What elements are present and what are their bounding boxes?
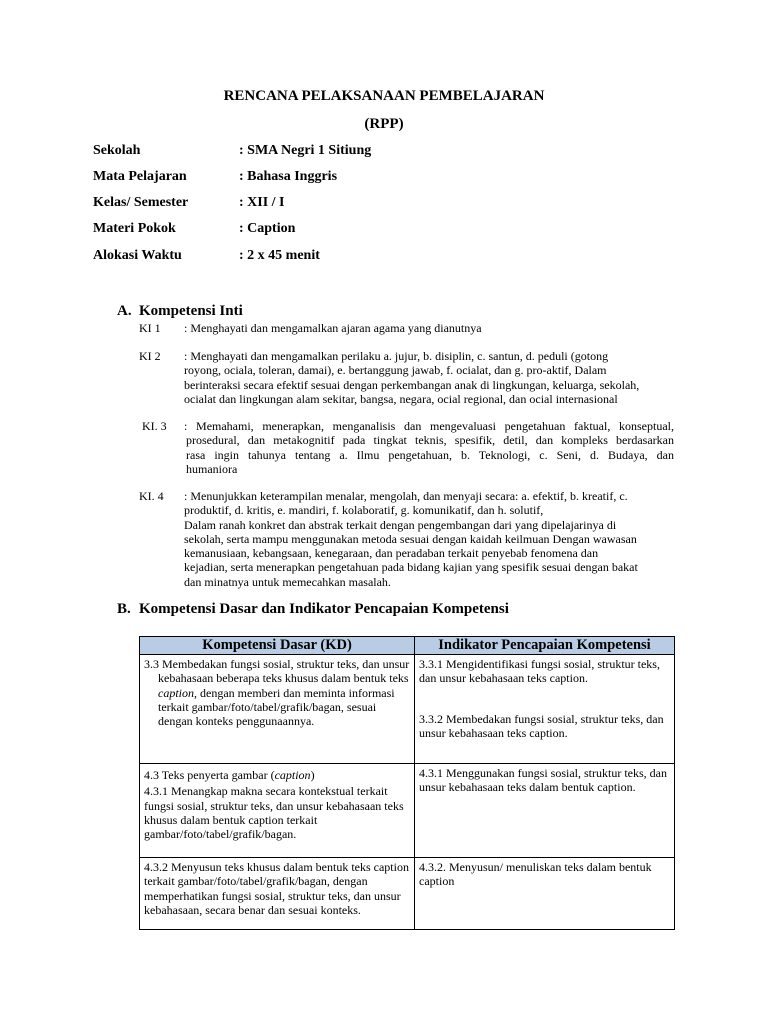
indicator-text: 3.3.1 Mengidentifikasi fungsi sosial, struktur teks, dan unsur kebahasaan teks caption. xyxy=(419,657,660,686)
info-value-sekolah: : SMA Negri 1 Sitiung xyxy=(239,143,372,158)
ki-2-text xyxy=(184,349,674,406)
section-b-title: Kompetensi Dasar dan Indikator Pencapaian Kompetensi xyxy=(139,601,509,617)
indicator-cell xyxy=(415,858,675,930)
kd-text-part: ) xyxy=(310,768,315,782)
kd-text-italic: caption xyxy=(274,768,311,782)
ki-3-line: prosedural, dan metakognitif pada tingkat teknis, spesifik, detil, dan kompleks berdasarkan xyxy=(186,433,674,448)
table-header-kd: Kompetensi Dasar (KD) xyxy=(140,637,415,655)
kd-text xyxy=(144,657,410,728)
kd-text-part: 3.3 Membedakan fungsi sosial, struktur teks, dan unsur kebahasaan beberapa teks khusus dalam bentuk teks xyxy=(144,657,410,686)
table-header-row xyxy=(140,637,675,655)
ki-4-line: Dalam ranah konkret dan abstrak terkait dengan pengembangan dari yang dipelajarinya di xyxy=(184,517,617,532)
section-b-heading xyxy=(117,601,509,618)
kd-cell xyxy=(140,764,415,858)
kd-text-italic: caption xyxy=(158,685,194,700)
section-b-letter: B. xyxy=(117,601,131,617)
ki-4-line: : Menunjukkan keterampilan menalar, mengolah, dan menyaji secara: a. efektif, b. kreatif, c. xyxy=(184,489,628,503)
table-row xyxy=(140,858,675,930)
indicator-text: 4.3.2. Menyusun/ menuliskan teks dalam bentuk caption xyxy=(419,860,652,889)
kd-cell xyxy=(140,858,415,930)
ki-4-line: produktif, d. kritis, e. mandiri, f. kolaboratif, g. komunikatif, dan h. solutif, xyxy=(184,503,544,518)
info-value-materi-pokok: : Caption xyxy=(239,221,296,236)
ki-1-line: : Menghayati dan mengamalkan ajaran agama yang dianutnya xyxy=(184,321,482,335)
spacer xyxy=(419,686,670,712)
table-row xyxy=(140,655,675,764)
ki-2-line: berinteraksi secara efektif sesuai dengan perkembangan anak di lingkungan, keluarga, sekolah, xyxy=(184,377,640,392)
info-value-alokasi-waktu: : 2 x 45 menit xyxy=(239,248,320,263)
ki-2-line: royong, ociala, toleran, damai), e. bertanggung jawab, f. ocialat, dan g. pro-aktif, Dalam xyxy=(184,363,607,378)
ki-4-line: sekolah, serta mampu menggunakan metoda sesuai dengan kaidah keilmuan Dengan wawasan xyxy=(184,531,637,546)
table-row xyxy=(140,764,675,858)
indicator-text: 4.3.1 Menggunakan fungsi sosial, struktur teks, dan unsur kebahasaan teks dalam bentuk caption. xyxy=(419,766,667,795)
ki-3-text xyxy=(184,419,674,476)
ki-3-line: humaniora xyxy=(186,461,238,476)
kd-indicator-table xyxy=(139,636,675,930)
info-label-kelas-semester: Kelas/ Semester xyxy=(93,195,189,210)
ki-1-label: KI 1 xyxy=(139,321,161,335)
info-label-sekolah: Sekolah xyxy=(93,143,141,158)
ki-1-text xyxy=(184,321,674,335)
ki-4-text xyxy=(184,489,674,589)
ki-4-line: dan minatnya untuk memecahkan masalah. xyxy=(184,574,391,589)
info-value-kelas-semester: : XII / I xyxy=(239,195,285,210)
kd-text: 4.3.2 Menyusun teks khusus dalam bentuk teks caption terkait gambar/foto/tabel/grafik/bagan, dengan memperhatikan fungsi sosial, struktur teks, dan unsur kebahasaan, secara benar dan sesuai konteks. xyxy=(144,860,409,917)
ki-4-line: kejadian, serta menerapkan pengetahuan pada bidang kajian yang spesifik sesuai dengan bakat xyxy=(184,560,638,575)
kd-text-part: , dengan memberi dan meminta informasi terkait gambar/foto/tabel/grafik/bagan, sesuai dengan konteks penggunaannya. xyxy=(158,685,395,729)
ki-4-line: kemanusiaan, kebangsaan, kenegaraan, dan peradaban terkait penyebab fenomena dan xyxy=(184,546,599,561)
document-subtitle: (RPP) xyxy=(364,116,404,132)
info-label-materi-pokok: Materi Pokok xyxy=(93,221,176,236)
ki-2-line: : Menghayati dan mengamalkan perilaku a. jujur, b. disiplin, c. santun, d. peduli (gotong xyxy=(184,349,609,363)
kd-cell xyxy=(140,655,415,764)
ki-2-line: ocialat dan lingkungan alam sekitar, bangsa, negara, ocial regional, dan ocial internasional xyxy=(184,391,618,406)
indicator-cell xyxy=(415,764,675,858)
indicator-cell xyxy=(415,655,675,764)
ki-3-line: rasa ingin tahunya tentang a. Ilmu pengetahuan, b. Teknologi, c. Seni, d. Budaya, dan xyxy=(186,447,674,462)
ki-2-label: KI 2 xyxy=(139,349,161,363)
document-title: RENCANA PELAKSANAAN PEMBELAJARAN xyxy=(223,88,545,104)
ki-3-label: KI. 3 xyxy=(142,419,167,433)
table-header-indikator: Indikator Pencapaian Kompetensi xyxy=(415,637,675,655)
section-a-heading xyxy=(117,303,243,320)
section-a-title: Kompetensi Inti xyxy=(139,303,243,319)
info-label-mata-pelajaran: Mata Pelajaran xyxy=(93,169,187,184)
indicator-text: 3.3.2 Membedakan fungsi sosial, struktur teks, dan unsur kebahasaan teks caption. xyxy=(419,711,664,740)
info-value-mata-pelajaran: : Bahasa Inggris xyxy=(239,169,338,184)
kd-text xyxy=(144,768,410,782)
info-label-alokasi-waktu: Alokasi Waktu xyxy=(93,248,182,263)
section-a-letter: A. xyxy=(117,303,132,319)
kd-text-part: 4.3 Teks penyerta gambar ( xyxy=(144,768,275,782)
ki-3-line: : Memahami, menerapkan, menganalisis dan mengevaluasi pengetahuan faktual, konseptual, xyxy=(184,419,674,433)
ki-4-label: KI. 4 xyxy=(139,489,164,503)
kd-text: 4.3.1 Menangkap makna secara kontekstual terkait fungsi sosial, struktur teks, dan unsur kebahasaan teks khusus dalam bentuk caption terkait gambar/foto/tabel/grafik/bagan. xyxy=(144,784,404,842)
